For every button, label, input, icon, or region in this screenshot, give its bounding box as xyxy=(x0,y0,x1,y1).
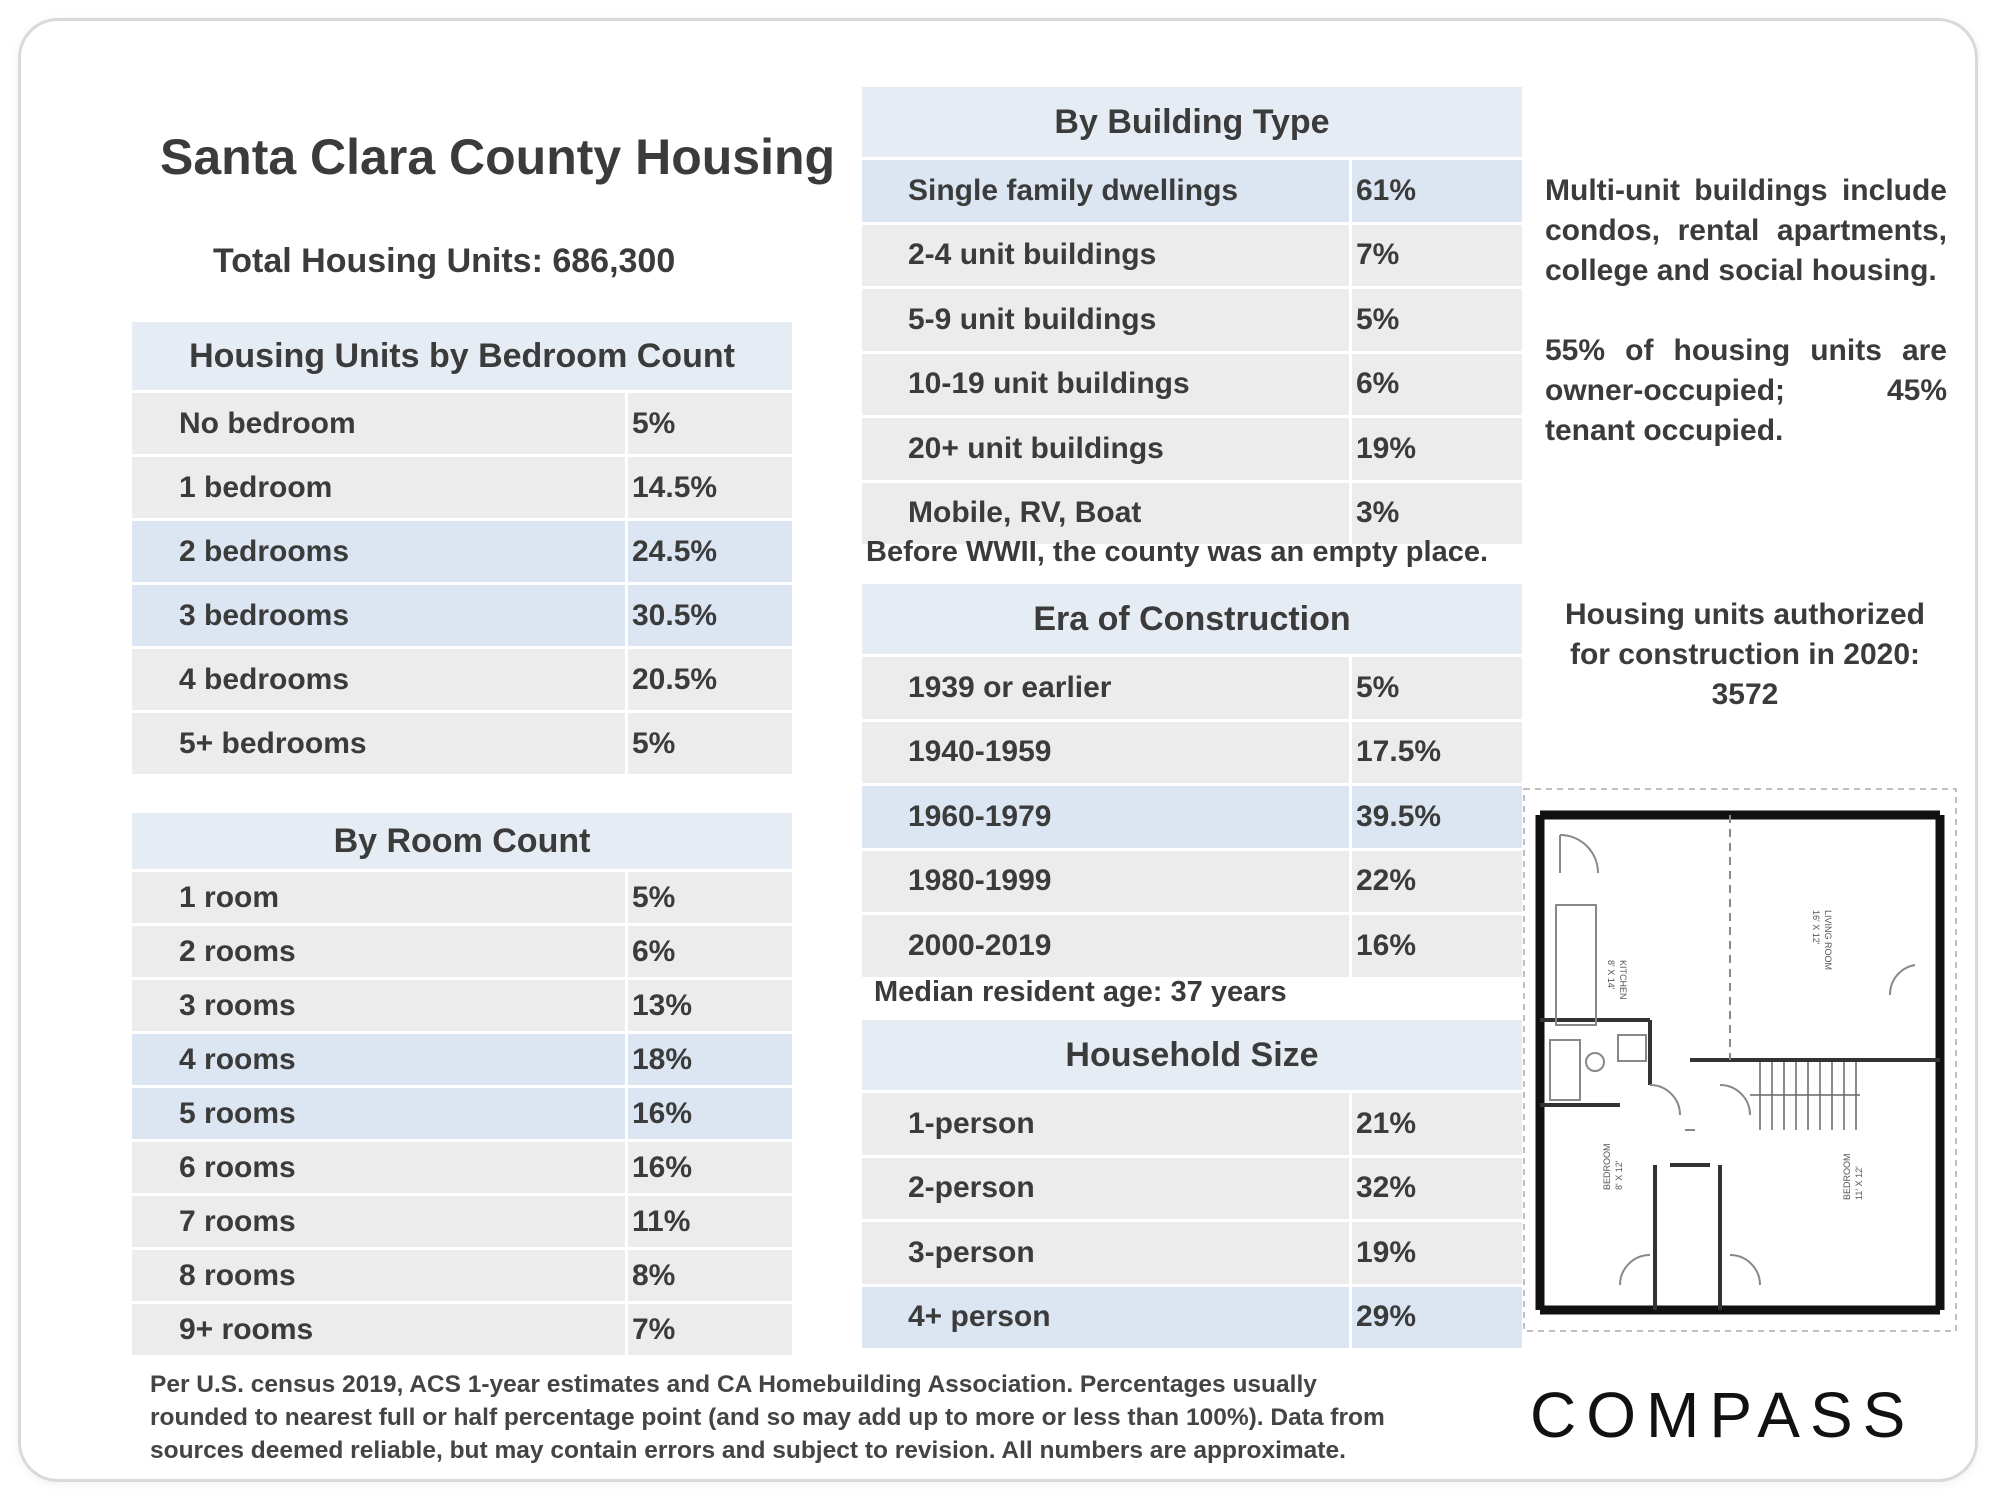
row-value: 21% xyxy=(1356,1106,1417,1140)
table-row xyxy=(132,980,792,1034)
table-header: Household Size xyxy=(862,1020,1522,1093)
row-label: 5 rooms xyxy=(132,1088,628,1139)
row-label: 5-9 unit buildings xyxy=(862,289,1352,351)
row-value: 16% xyxy=(632,1096,693,1130)
total-housing-units: Total Housing Units: 686,300 xyxy=(213,242,676,280)
row-label: 1960-1979 xyxy=(862,786,1352,848)
authorized-value: 3572 xyxy=(1711,678,1779,711)
owner-occupancy-note: 55% of housing units are owner-occupied; 45% tenant occupied. xyxy=(1545,334,1947,447)
row-label: 9+ rooms xyxy=(132,1304,628,1355)
table-row xyxy=(862,289,1522,354)
row-value: 19% xyxy=(1356,1235,1417,1269)
row-label: 3 rooms xyxy=(132,980,628,1031)
row-value: 14.5% xyxy=(632,470,718,504)
page-title: Santa Clara County Housing xyxy=(160,129,836,185)
row-label: 20+ unit buildings xyxy=(862,418,1352,480)
row-value: 16% xyxy=(632,1150,693,1184)
bedroom-count-table xyxy=(132,322,792,777)
row-value: 39.5% xyxy=(1356,799,1442,833)
multi-unit-note: Multi-unit buildings include condos, rental apartments, college and social housing. xyxy=(1545,174,1947,287)
table-row xyxy=(132,1304,792,1358)
bedroom-2-size-label: 11' X 12' xyxy=(1854,1166,1864,1200)
row-value: 30.5% xyxy=(632,598,718,632)
table-row xyxy=(862,225,1522,290)
table-row xyxy=(862,1222,1522,1287)
table-row xyxy=(132,1088,792,1142)
table-row xyxy=(132,457,792,521)
row-label: 8 rooms xyxy=(132,1250,628,1301)
living-room-label: LIVING ROOM xyxy=(1823,910,1833,971)
table-header: By Room Count xyxy=(132,813,792,872)
table-header: Era of Construction xyxy=(862,584,1522,657)
row-label: 4 bedrooms xyxy=(132,649,628,710)
bedroom-1-label: BEDROOM xyxy=(1602,1143,1612,1190)
table-header: Housing Units by Bedroom Count xyxy=(132,322,792,393)
row-label: 2000-2019 xyxy=(862,915,1352,977)
row-value: 11% xyxy=(632,1204,691,1238)
table-row xyxy=(862,1093,1522,1158)
table-row xyxy=(862,1158,1522,1223)
row-value: 61% xyxy=(1356,173,1417,207)
construction-authorized xyxy=(1525,595,1965,715)
table-row xyxy=(132,649,792,713)
table-row xyxy=(132,521,792,585)
table-row xyxy=(862,1287,1522,1352)
row-label: No bedroom xyxy=(132,393,628,454)
table-row xyxy=(862,418,1522,483)
wwii-note: Before WWII, the county was an empty place. xyxy=(866,536,1489,568)
row-label: 3-person xyxy=(862,1222,1352,1284)
row-value: 17.5% xyxy=(1356,735,1442,769)
bedroom-2-label: BEDROOM xyxy=(1842,1153,1852,1200)
bedroom-1-size-label: 8' X 12' xyxy=(1614,1160,1624,1190)
row-label: 1939 or earlier xyxy=(862,657,1352,719)
table-row xyxy=(132,585,792,649)
table-header: By Building Type xyxy=(862,87,1522,160)
living-room-size-label: 16' X 12' xyxy=(1811,910,1821,945)
table-row xyxy=(862,722,1522,787)
row-label: Single family dwellings xyxy=(862,160,1352,222)
row-value: 8% xyxy=(632,1258,676,1292)
table-row xyxy=(132,1142,792,1196)
table-row xyxy=(862,657,1522,722)
table-row xyxy=(862,354,1522,419)
era-of-construction-table xyxy=(862,584,1522,980)
table-row xyxy=(862,786,1522,851)
row-label: 2 rooms xyxy=(132,926,628,977)
row-label: Mobile, RV, Boat xyxy=(862,483,1352,545)
row-label: 4+ person xyxy=(862,1287,1352,1349)
source-footnote: Per U.S. census 2019, ACS 1-year estimates and CA Homebuilding Association. Percentages usually rounded to nearest full or half percentage point (and so may add up to more or less than 100%). Data from sources deemed reliable, but may contain errors and subject to revision. All numbers are approximate. xyxy=(150,1371,1385,1464)
row-label: 6 rooms xyxy=(132,1142,628,1193)
row-value: 24.5% xyxy=(632,534,718,568)
room-count-table xyxy=(132,813,792,1358)
row-value: 5% xyxy=(632,880,676,914)
row-value: 7% xyxy=(632,1312,676,1346)
row-label: 7 rooms xyxy=(132,1196,628,1247)
table-row xyxy=(132,872,792,926)
row-label: 10-19 unit buildings xyxy=(862,354,1352,416)
row-label: 1980-1999 xyxy=(862,851,1352,913)
row-value: 16% xyxy=(1356,928,1417,962)
row-value: 19% xyxy=(1356,431,1417,465)
table-row xyxy=(132,393,792,457)
table-row xyxy=(132,1196,792,1250)
row-label: 1940-1959 xyxy=(862,722,1352,784)
row-value: 13% xyxy=(632,988,693,1022)
row-label: 4 rooms xyxy=(132,1034,628,1085)
row-label: 5+ bedrooms xyxy=(132,713,628,774)
table-row xyxy=(132,1250,792,1304)
row-label: 1 bedroom xyxy=(132,457,628,518)
row-label: 2 bedrooms xyxy=(132,521,628,582)
row-value: 22% xyxy=(1356,864,1417,898)
row-value: 5% xyxy=(632,726,676,760)
row-value: 7% xyxy=(1356,238,1400,272)
floor-plan-image xyxy=(1520,785,1960,1335)
compass-logo: COMPASS xyxy=(1530,1379,1916,1451)
row-label: 2-4 unit buildings xyxy=(862,225,1352,287)
table-row xyxy=(132,926,792,980)
table-row xyxy=(132,1034,792,1088)
household-size-table xyxy=(862,1020,1522,1351)
kitchen-label: KITCHEN xyxy=(1618,960,1628,1000)
row-label: 1-person xyxy=(862,1093,1352,1155)
row-label: 1 room xyxy=(132,872,628,923)
row-value: 3% xyxy=(1356,496,1400,530)
table-row xyxy=(862,851,1522,916)
row-value: 5% xyxy=(1356,302,1400,336)
row-label: 2-person xyxy=(862,1158,1352,1220)
table-row xyxy=(862,915,1522,980)
row-value: 32% xyxy=(1356,1171,1417,1205)
row-value: 5% xyxy=(1356,670,1400,704)
table-row xyxy=(132,713,792,777)
building-type-table xyxy=(862,87,1522,547)
table-row xyxy=(862,160,1522,225)
authorized-line-2: for construction in 2020: xyxy=(1569,638,1921,671)
row-value: 29% xyxy=(1356,1300,1417,1334)
row-value: 5% xyxy=(632,406,676,440)
row-value: 20.5% xyxy=(632,662,718,696)
row-value: 6% xyxy=(632,934,676,968)
median-age-note: Median resident age: 37 years xyxy=(874,976,1287,1008)
row-value: 18% xyxy=(632,1042,693,1076)
authorized-line-1: Housing units authorized xyxy=(1565,598,1925,631)
kitchen-size-label: 8' X 14' xyxy=(1606,960,1616,990)
row-value: 6% xyxy=(1356,367,1400,401)
row-label: 3 bedrooms xyxy=(132,585,628,646)
